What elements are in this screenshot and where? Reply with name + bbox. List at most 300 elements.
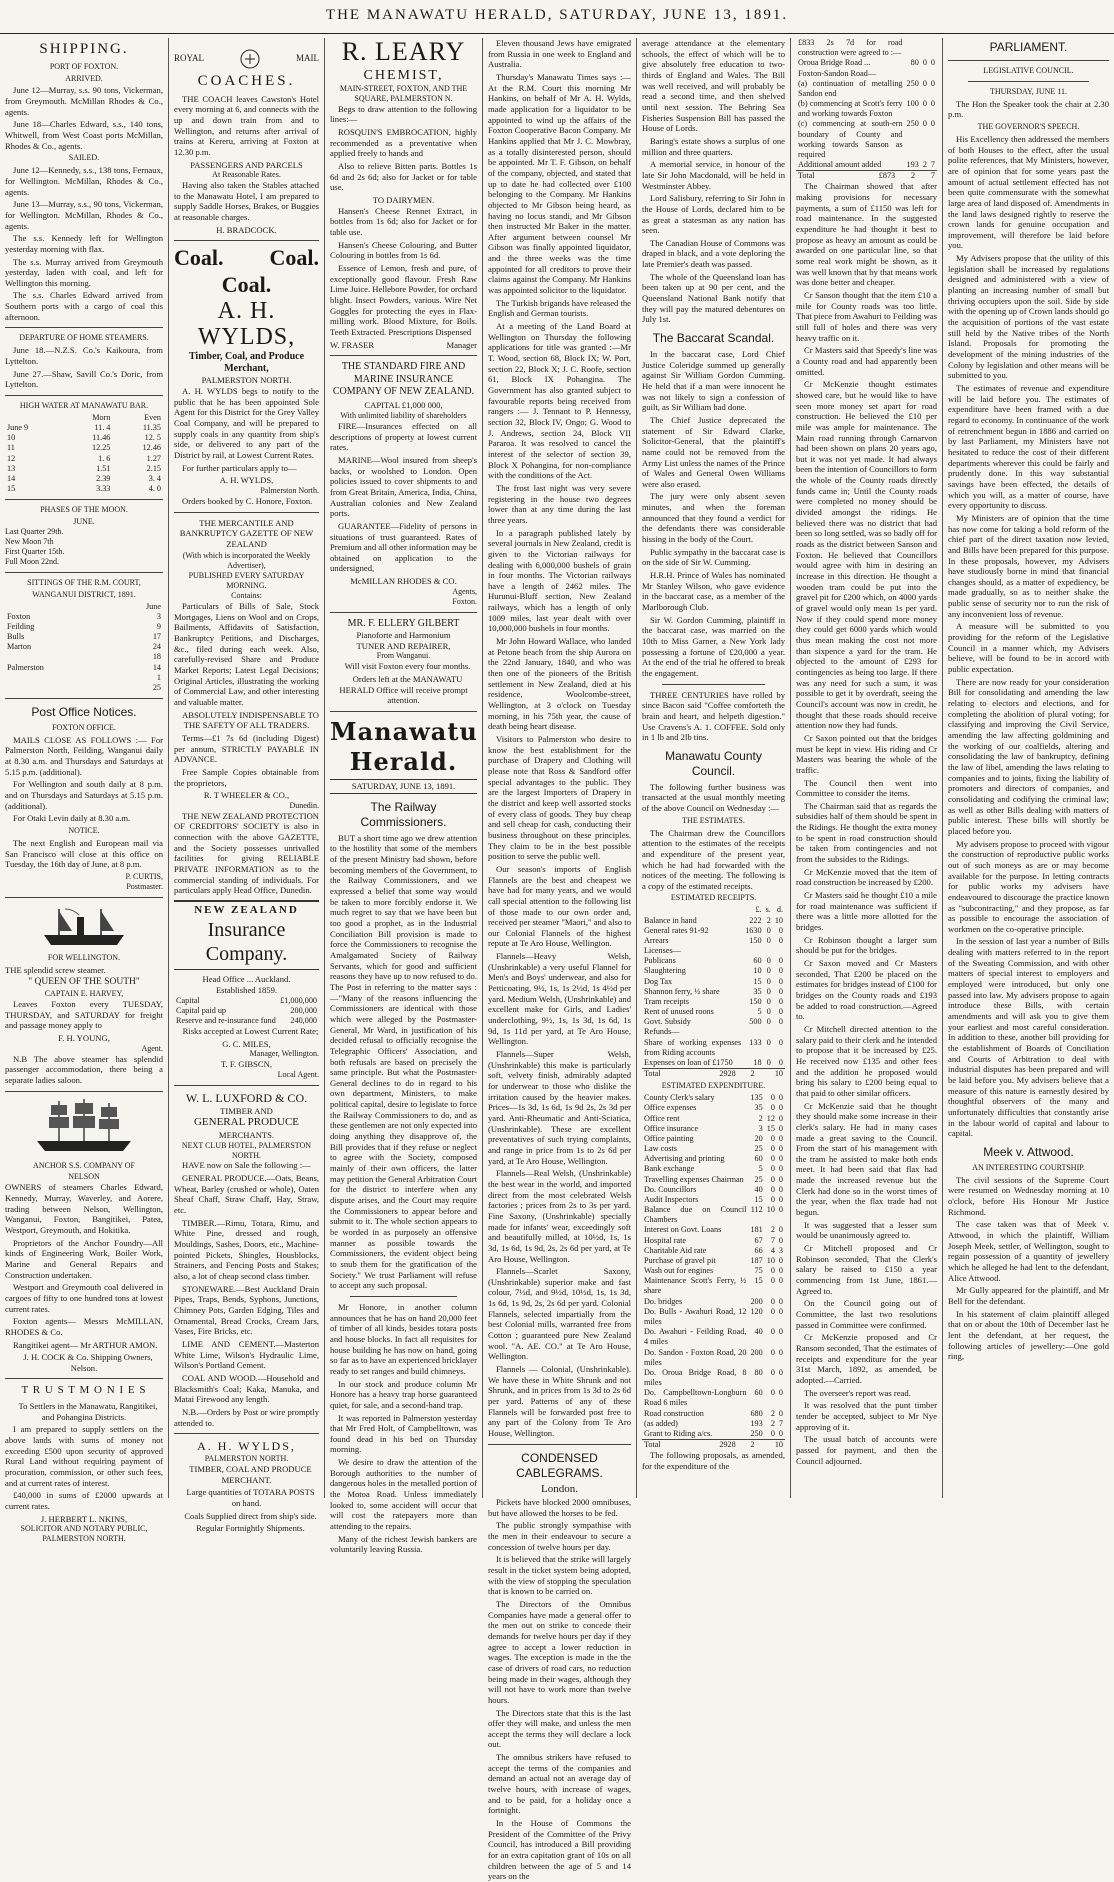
- table-cell: 0: [770, 1367, 775, 1377]
- table-row: [642, 1429, 785, 1439]
- table-header: Even: [144, 412, 161, 422]
- masthead: [0, 0, 1114, 34]
- table-cell: 0: [922, 58, 927, 68]
- article-paragraph: The case taken was that of Meek v. Attwood, in which the plaintiff, William Joseph Meek, settler, of Wellington, sought to regain possession of a quantity of jewellery which he alleged he had lent to the defendant, Alice Attwood.: [948, 1219, 1109, 1283]
- moon-heading: PHASES OF THE MOON.: [40, 505, 128, 515]
- table-cell: 0: [770, 1428, 775, 1438]
- article-paragraph: Cr Masters said that Speedy's line was a County road and had apparently been omitted.: [796, 345, 937, 377]
- table-cell: 0: [778, 1037, 783, 1047]
- table-cell: 17: [152, 632, 161, 642]
- article-paragraph: In a paragraph published lately by several journals in New Zealand, credit is given to the Victorian railways for dealing with 6,000,000 bushels of grain in four months. The Victorian railways have a length of 2462 miles. The Hurunui-Bluff section, New Zealand railways, which has a length of only 1009 miles, last year dealt with over 10,000,000 bushels in four months.: [488, 527, 631, 634]
- article-paragraph: Flannels — Colonial, (Unshrinkable). We have these in White Shrunk and not Shrunk, and in prices from 1s 3d to 2s 6d per yard. Patterns of any of these Flannels will be forwarded post free to any part of the Colony from Te Aro House, Wellington.: [488, 1364, 631, 1438]
- table-cell: 0: [778, 1113, 783, 1123]
- table-cell: Audit Inspectors: [644, 1194, 699, 1204]
- table-cell: (c) commencing at south-ern boundary of County and working towards Sanson as required: [798, 119, 903, 159]
- table-row: [5, 622, 163, 632]
- article-paragraph: Cr Robinson thought a larger sum should be put for the bridges.: [796, 934, 937, 956]
- table-cell: 75: [754, 1266, 763, 1276]
- table-cell: 0: [766, 1017, 771, 1027]
- table-cell: 222: [749, 915, 762, 925]
- table-cell: Maintenance Scott's Ferry, ½ share: [644, 1276, 747, 1296]
- capital-table: [174, 996, 319, 1027]
- table-cell: 0: [766, 1037, 771, 1047]
- table-row: [642, 1246, 785, 1256]
- article-paragraph: The public strongly sympathise with the men in their endeavour to secure a concession of twelve hours per day.: [488, 1520, 631, 1552]
- column-7: [943, 38, 1114, 1498]
- article-paragraph: In his statement of claim plaintiff alleged that on or about the 10th of December last he lent the defendant, at her request, the following articles of jewellery:—One gold ring,: [948, 1308, 1109, 1362]
- table-cell: Expenses on loan of £1750: [644, 1057, 733, 1067]
- ad-paragraph: ABSOLUTELY INDISPENSABLE TO THE SAFETY OF ALL TRADERS.: [182, 709, 319, 731]
- ad-paragraph: Having also taken the Stables attached to the Manawatu Hotel, I am prepared to supply Saddle Horses, Brakes, or Buggies at reasonable charges.: [174, 180, 319, 223]
- road-construction-total: [796, 170, 937, 181]
- article-heading: CONDENSED CABLEGRAMS.: [516, 1450, 603, 1480]
- article-paragraph: Mr Honore, in another column announces that he has on hand 20,000 feet of timber of all kinds, besides totara posts and house blocks. In fact all requisites for house building he has now on hand, going so far as to have an experienced bricklayer ready to set ranges and build chimneys.: [330, 1301, 477, 1376]
- table-cell: 0: [778, 1103, 783, 1113]
- table-cell: 1. 6: [98, 453, 111, 463]
- table-cell: 2.15: [146, 463, 161, 473]
- table-cell: 60: [753, 956, 762, 966]
- table-row: [642, 1027, 785, 1037]
- table-cell: 0: [778, 1276, 783, 1286]
- table-cell: 35: [753, 986, 762, 996]
- article-paragraph: Cr Mitchell proposed and Cr Robinson seconded, That the Clerk's salary be raised to £150 a year commencing from 1st June, 1861.—Agreed to.: [796, 1243, 937, 1296]
- coaches-heading: COACHES.: [197, 73, 296, 89]
- table-row: [5, 464, 163, 474]
- column-4: [483, 38, 636, 1882]
- article-paragraph: Flannels—Scarlet Saxony, (Unshrinkable) superior make and fast colour, 7½d, and 9½d, 10½d, 1s, 1s 3d, 1s 6d, 1s 9d, 2s, 2s 6d per yard. Colonial Flannels, selected impartially from the best Colonial mills, warranted free from Cotton ; guaranteed pure New Zealand wool. "A. AE. CO." at Te Aro House, Wellington.: [488, 1266, 631, 1362]
- ad-paragraph: To Settlers in the Manawatu, Rangitikei, and Pohangina Districts.: [18, 1401, 158, 1422]
- article-paragraph: The whole of the Queensland loan has been taken up at 90 per cent, and the Queensland National Bank notify that they will pay the matured debentures on July 1st.: [642, 271, 785, 325]
- ad-subheading: NEXT CLUB HOTEL, PALMERSTON NORTH.: [181, 1140, 312, 1160]
- table-cell: 2: [750, 1440, 755, 1450]
- table-cell: 0: [766, 925, 771, 935]
- table-row: [642, 1007, 785, 1017]
- table-cell: Licenses—: [644, 946, 681, 956]
- table-cell: 4: [770, 1245, 775, 1255]
- port-subheading: PORT OF FOXTON.: [49, 61, 119, 71]
- divider: [5, 698, 163, 699]
- table-cell: 13: [7, 463, 16, 473]
- ad-subheading: Timber, Coal, and Produce Merchant,: [188, 350, 305, 374]
- table-row: [642, 1114, 785, 1124]
- table-cell: 0: [778, 1184, 783, 1194]
- table-cell: Additional amount added: [798, 160, 882, 170]
- table-row: [642, 1124, 785, 1134]
- divider: [5, 327, 163, 328]
- table-cell: 11.35: [142, 423, 161, 433]
- table-cell: 0: [778, 1408, 783, 1418]
- shipping-note: The s.s. Charles Edward arrived from Southern ports with a cargo of coal this afternoon.: [5, 290, 163, 322]
- table-cell: 12: [7, 453, 16, 463]
- coal-banner: [174, 246, 319, 270]
- article-paragraph: A measure will be submitted to you providing for the reform of the Legislative Council in a manner which, my Advisers believe, will be found to be in accord with public expectation.: [948, 621, 1109, 675]
- rm-court-subheading: WANGANUI DISTRICT, 1891.: [32, 589, 136, 599]
- article-paragraph: Visitors to Palmerston who desire to know the best establishment for the purchase of Drapery and Clothing will please note that Ross & Sandford offer special advantages to the public. They are the largest Importers of Drapery in the district and keep well assorted stocks of every class of goods. They buy cheap and sell cheap for cash, conducting their business throughout on these principles. They claim to be in the best possible position to serve the public well.: [488, 734, 631, 862]
- table-cell: 0: [766, 996, 771, 1006]
- ad-paragraph: £40,000 in sums of £2000 upwards at current rates.: [5, 1490, 163, 1511]
- table-cell: (as added): [644, 1418, 678, 1428]
- table-cell: 250: [906, 119, 919, 129]
- table-cell: 0: [778, 956, 783, 966]
- table-cell: 11. 4: [94, 423, 111, 433]
- table-row: [642, 1144, 785, 1154]
- table-row: [5, 683, 163, 693]
- advertiser-location: Foxton.: [452, 596, 477, 606]
- captain-name: CAPTAIN E. HARVEY,: [44, 989, 124, 999]
- table-cell: 0: [778, 1255, 783, 1265]
- article-paragraph: Cr Mitchell directed attention to the salary paid to their clerk and he intended to propose that it be increased by £25. He received now £135 and other fees and the addition he proposed would bring his salary to £200 being equal to that paid to other similar officers.: [796, 1023, 937, 1098]
- article-paragraph: Flannels—Heavy Welsh, (Unshrinkable) a very useful Flannel for Men's and Boys' underwear, and also for Petticoating, 9½, 1s, 1s 2½d, 1s 4½d per yard. Medium Welsh, (Unshrinkable) and excellent make for Girls, and Ladies' underclothing, 9½, 1s, 1s 3d, 1s 6d, 1s 9d, 1s 11d per yard, at Te Aro House, Wellington.: [488, 951, 631, 1047]
- table-cell: 0: [770, 1276, 775, 1286]
- table-cell: 25: [754, 1144, 763, 1154]
- table-cell: 0: [922, 78, 927, 88]
- table-title: ESTIMATED EXPENDITURE.: [661, 1081, 766, 1091]
- table-cell: 14: [152, 662, 161, 672]
- table-cell: 0: [766, 956, 771, 966]
- article-paragraph: We desire to draw the attention of the Borough authorities to the number of dangerous holes in the metalled portion of the Motoa Road. Unless immediately looked to, some accident will occur that will cost the ratepayers more than attending to the repairs.: [330, 1457, 477, 1532]
- table-header: Morn: [92, 412, 111, 422]
- column-2: [169, 38, 324, 1534]
- article-subheading: AN INTERESTING COURTSHIP.: [972, 1162, 1085, 1172]
- table-cell: 0: [766, 966, 771, 976]
- article-subheading: THE ESTIMATES.: [682, 815, 745, 825]
- moon-phase: First Quarter 15th.: [5, 546, 65, 556]
- divider: [330, 612, 477, 613]
- ad-paragraph: A. H. WYLDS begs to notify to the public that he has been appointed Sole Agent for this District for the Grey Valley Coal Company, and will be prepared to supply coals in any quantity from ship's side, or delivered to any part of the District by rail, at Lowest Current Rates.: [174, 386, 319, 460]
- departure-entry: June 27.—Shaw, Savill Co.'s Doric, from Lyttelton.: [5, 368, 163, 390]
- table-cell: Feilding: [7, 621, 35, 631]
- ad-paragraph: Foxton agents— Messrs McMILLAN, RHODES & Co.: [5, 1316, 163, 1337]
- article-paragraph: His Excellency then addressed the members of both Houses to the effect, after the usual polite references, that My Ministers, however, are of opinion that for some years past the amount of actual settlement effected has not been quite commensurate with the somewhat large area of land disposed of. Amendments in the land laws designed rightly to reserve the crown lands for genuine occupation and improvement, will therefore be laid before you.: [948, 133, 1109, 251]
- rm-court-heading: SITTINGS OF THE R.M. COURT,: [27, 577, 141, 587]
- newspaper-flag: Manawatu Herald.: [330, 716, 478, 776]
- article-paragraph: Baring's estate shows a surplus of one million and three quarters.: [642, 135, 785, 157]
- masthead-title: THE MANAWATU HERALD, SATURDAY, JUNE 13, 1891.: [325, 7, 789, 23]
- article-heading: Manawatu County Council.: [665, 748, 762, 778]
- high-water-heading: HIGH WATER AT MANAWATU BAR.: [19, 400, 149, 410]
- article-paragraph: Cr McKenzie said that he thought they should make some increase in their clerk's salary. He had in many cases made a great saving to the Council. From the start of his management with the tram he assisted to make both ends meet. It had been said that flax had made the increased revenue but the Clerk had done so in the worst times of the year, when the flax trade had not begun.: [796, 1100, 937, 1218]
- table-cell: [5, 673, 113, 683]
- article-paragraph: For Wellington and south daily at 8 p.m. and on Thursdays and Saturdays at 5.15 p.m. (additional).: [5, 779, 163, 811]
- table-cell: 2928: [719, 1069, 736, 1079]
- table-cell: 0: [778, 1007, 783, 1017]
- ad-subheading: GENERAL PRODUCE: [193, 1116, 299, 1129]
- table-cell: 0: [778, 996, 783, 1006]
- table-cell: 67: [754, 1235, 763, 1245]
- table-cell: 200: [750, 1347, 763, 1357]
- table-cell: 24: [152, 642, 161, 652]
- column-6: [791, 38, 942, 1498]
- table-cell: 0: [766, 1007, 771, 1017]
- issue-date: SATURDAY, JUNE 13, 1891.: [330, 779, 477, 794]
- article-paragraph: Pickets have blocked 2000 omnibuses, but have allowed the horses to be fed.: [488, 1497, 631, 1518]
- ship-name: " QUEEN OF THE SOUTH": [28, 977, 140, 988]
- table-cell: Do. Oroua Bridge Road, 8 miles: [644, 1367, 747, 1388]
- table-row: [796, 58, 937, 68]
- table-cell: [773, 946, 785, 956]
- table-cell: 0: [778, 986, 783, 996]
- table-row: [796, 160, 937, 170]
- ad-subheading: PASSENGERS AND PARCELS: [190, 159, 303, 170]
- table-cell: 0: [766, 1057, 771, 1067]
- table-row: [796, 171, 937, 182]
- ad-paragraph: Large quantities of TOTARA POSTS on hand.: [186, 1487, 315, 1508]
- column-1: [0, 38, 168, 1544]
- table-cell: 0: [770, 1347, 775, 1357]
- table-cell: 0: [778, 1428, 783, 1438]
- table-cell: 14: [7, 473, 16, 483]
- table-cell: Total: [798, 171, 815, 181]
- article-subheading: London.: [541, 1483, 578, 1496]
- table-cell: 1: [156, 672, 161, 682]
- article-paragraph: Sir W. Gordon Cumming, plaintiff in the baccarat case, was married on the 10th to Miss Garner, a New York lady possessing a fortune of £20,000 a year. At the end of the trial he offered to break the engagement.: [642, 614, 785, 678]
- article-paragraph: The Chairman showed that after making provisions for necessary payments, a sum of £1150 was left for road maintenance. In the suggested expenditure he had thought it best to propose as heavy an amount as could be awarded on one particular line, so that some real work might be shown, as it was well known that by that means work was done better and cheaper.: [796, 181, 937, 288]
- table-row: [642, 1388, 785, 1408]
- table-cell: 187: [750, 1255, 763, 1265]
- table-cell: 0: [778, 1367, 783, 1377]
- ad-subheading: From Wanganui.: [376, 651, 431, 661]
- table-cell: 15: [754, 1194, 763, 1204]
- table-cell: Wash out for engines: [644, 1266, 714, 1276]
- table-row: [5, 652, 163, 662]
- moon-phase: Last Quarter 29th.: [5, 527, 64, 537]
- table-cell: 200,000: [290, 1005, 317, 1015]
- table-cell: 0: [770, 1194, 775, 1204]
- article-paragraph: The following further business was transacted at the usual monthly meeting of the above Council on Wednesday :—: [642, 781, 785, 813]
- table-cell: Reserve and re-insurance fund: [176, 1015, 276, 1025]
- article-heading: PARLIAMENT.: [989, 40, 1068, 54]
- arrived-label: ARRIVED.: [65, 73, 103, 83]
- ad-paragraph: COAL AND WOOD.—Household and Blacksmith's Coal; Kaka, Manuka, and Matai Firewood any length.: [174, 1372, 319, 1405]
- table-cell: 12. 5: [144, 433, 161, 443]
- table-cell: 2928: [719, 1440, 736, 1450]
- table-row: [642, 1038, 785, 1058]
- steamer-icon: [39, 903, 129, 949]
- ad-paragraph: Particulars of Bills of Sale, Stock Mortgages, Liens on Wool and on Crops, Bailments, Affidavits of Satisfaction, Bankruptcy Petitions, and Discharges, &c., filed during each week. Also, carefully-revised Share and Produce Market Reports; Latest Legal Decisions; Original Articles, illustrating the working of Commercial Law, and other interesting and valuable matter.: [174, 601, 319, 707]
- receipts-total: [642, 1068, 785, 1079]
- table-cell: 0: [770, 1184, 775, 1194]
- table-cell: Do. bridges: [644, 1296, 683, 1306]
- table-row: [642, 1195, 785, 1205]
- table-cell: 2: [750, 1069, 755, 1079]
- table-row: [796, 99, 937, 119]
- table-cell: 15: [766, 1123, 775, 1133]
- advertiser-location: Palmerston North.: [260, 485, 319, 495]
- ad-paragraph: N.B The above steamer has splendid passenger accommodation, there being a separate ladies saloon.: [5, 1053, 163, 1085]
- ad-heading: THE MERCANTILE AND BANKRUPTCY GAZETTE OF NEW ZEALAND: [179, 517, 314, 549]
- ad-heading: ANCHOR S.S. COMPANY OF: [33, 1160, 135, 1170]
- table-cell: 0: [770, 1103, 775, 1113]
- advertiser-name: McMILLAN RHODES & CO.: [350, 576, 457, 587]
- table-cell: 10: [774, 915, 783, 925]
- table-cell: £1,000,000: [280, 995, 317, 1005]
- table-cell: Dog Tax: [644, 976, 673, 986]
- agent-name: F. H. YOUNG,: [58, 1032, 110, 1043]
- table-cell: Charitable Aid rate: [644, 1245, 707, 1255]
- coal-word: Coal.: [221, 271, 272, 297]
- table-cell: 7: [770, 1235, 775, 1245]
- table-header: June: [145, 601, 161, 611]
- article-paragraph: Lord Salisbury, referring to Sir John in the House of Lords, declared him to be as great a statesman as any nation has seen.: [642, 193, 785, 236]
- article-paragraph: Cr McKenzie proposed and Cr Ransom seconded, That the estimates of receipts and expenditure for the year 31st March, 1892, as amended, be adopted.—Carried.: [796, 1332, 937, 1385]
- article-paragraph: The overseer's report was read.: [804, 1387, 911, 1398]
- ad-paragraph: Coals Supplied direct from ship's side.: [184, 1510, 317, 1521]
- table-row: [642, 1307, 785, 1327]
- column-3: [325, 37, 482, 1555]
- divider: [488, 1444, 631, 1445]
- table-cell: 10: [774, 1069, 783, 1079]
- table-cell: 0: [778, 1296, 783, 1306]
- ad-subheading: PALMERSTON NORTH.: [201, 375, 292, 386]
- article-paragraph: There are now ready for your consideration Bill for consolidating and amending the law relating to electors and elections, and for completing the abolition of plural voting; for classifying and improving the Civil Service, amending the law affecting goldmining and the working of our coalfields, altering and consolidating the law of bankruptcy, defining the law of libel, amending the laws relating to companies and to joints, fixing the liability of promoters and directors of companies, and consolidating and codifying the criminal law; as well as other Bills dealing with matters of public interest. These bills will shortly be placed before you.: [948, 676, 1109, 836]
- ad-paragraph: Regular Fortnightly Shipments.: [196, 1523, 305, 1534]
- table-cell: 25: [754, 1174, 763, 1184]
- article-paragraph: MAILS CLOSE AS FOLLOWS :— For Palmerston North, Feilding, Wanganui daily at 8.30 a.m. and Thursdays and Saturdays at 5.15 p.m. (additional).: [5, 734, 163, 777]
- table-cell: 7: [930, 160, 935, 170]
- ad-paragraph: THE NEW ZEALAND PROTECTION OF CREDITORS' SOCIETY is also in connection with the above GAZETTE, and the Society possesses unrivalled facilities for giving RELIABLE PRIVATE INFORMATION as to the commercial standing of individuals. For particulars apply Head Office, Dunedin.: [174, 810, 319, 896]
- table-row: [642, 1368, 785, 1388]
- divider: [948, 60, 1109, 61]
- table-row: [5, 632, 163, 642]
- divider: [5, 1378, 163, 1379]
- table-row: [642, 1205, 785, 1225]
- table-cell: £833 2s 7d for road construction were agreed to :—: [798, 38, 903, 58]
- table-row: [642, 926, 785, 936]
- article-paragraph: The Chief Justice deprecated the statement of Sir Edward Clarke, Solicitor-General, that the plaintiff's name could not be removed from the Army List unless the names of the Prince of Wales and General Owen Williams were also erased.: [642, 414, 785, 489]
- table-cell: 240,000: [290, 1015, 317, 1025]
- table-cell: Advertising and printing: [644, 1154, 725, 1164]
- advertiser-location: Dunedin.: [289, 800, 319, 810]
- table-cell: (b) commencing at Scott's ferry and working towards Foxton: [798, 99, 903, 119]
- table-cell: 193: [906, 160, 919, 170]
- table-cell: [921, 38, 929, 58]
- ad-heading: THE STANDARD FIRE AND MARINE INSURANCE COMPANY OF NEW ZEALAND.: [332, 361, 475, 397]
- divider: [330, 355, 477, 356]
- table-cell: 200: [750, 1296, 763, 1306]
- article-paragraph: The next English and European mail via San Francisco will close at this office on Tuesday, the 16th day of June, at 8 p.m.: [5, 837, 163, 870]
- ad-subheading: At Reasonable Rates.: [212, 170, 281, 180]
- table-cell: Capital paid up: [176, 1005, 227, 1015]
- table-row: [642, 936, 785, 946]
- ad-paragraph: FIRE—Insurances effected on all descriptions of property at lowest current rates.: [330, 420, 477, 453]
- table-cell: Do. Campbelltown-Longburn Road 6 miles: [644, 1388, 747, 1408]
- table-cell: 0: [778, 1388, 783, 1398]
- table-cell: 0: [770, 1174, 775, 1184]
- expenditure-table: [642, 1093, 785, 1439]
- table-cell: 0: [770, 1296, 775, 1306]
- article-paragraph: The Chairman said that as regards the subsidies half of them should be spent in the Ridings. He thought the extra money to be spent in road construction should be taken from contingencies and not from the subsides to the Ridings.: [796, 800, 937, 865]
- advertiser-name: R. T WHEELER & CO.,: [203, 790, 290, 801]
- article-heading: Meek v. Attwood.: [983, 1144, 1074, 1159]
- article-paragraph: Cr McKenzie thought estimates showed care, but he would like to have seen more money set apart for road construction. He believed the £10 per mile was ample for maintenance. The Main road running through Carnarvon had been shown on plans 20 years ago, but it was not yet made. It had always been the intention of Councillors to form the whole of the County roads directly funds came in; Until the County roads were completed no money should be divided amongst the ridings. He believed there was no district that had been so long settled, was so badly off for roads as the district between Sanson and Foxton. He believed that Councillors would agree with him in desiring an increase in this direction. He thought a wooden tram could be put into the gravel pit for £200 which, on 4000 yards of gravel would only mean 1s per yard. Now if they could spend more money they could get 6000 yards which would thus mean making the cost not more than sixpence a yard for the tram. He objected to the amount of £293 for contingencies as being too large. If there was any need for such a sum, it was possible to get it by overdraft, seeing the Council's account was now in credit, he thought that these roads should receive attention now they had funds.: [796, 379, 937, 731]
- divider: [968, 81, 1089, 82]
- article-paragraph: In the baccarat case, Lord Chief Justice Coleridge summed up generally against Sir William Gordon Cumming. He held that if a man were innocent he was not likely to sign a confession of guilt, as Sir William had done.: [642, 348, 785, 413]
- table-row: [5, 642, 163, 652]
- ad-paragraph: TIMBER.—Rimu, Totara, Rimu, and White Pine, dressed and rough, Mouldings, Sashes, Doors, etc., Machine-pointed Pickets, Shingles, Housblocks, Strainers, and Fencing Posts and Stakes; also, a lot of cheap second class timber.: [174, 1217, 319, 1281]
- article-paragraph: My Ministers are of opinion that the time has now come for taking a bold reform of the chief part of the direct taxation now levied, and Bills have been prepared for this purpose. In these proposals, however, my Advisers have studiously borne in mind that financial changes should, as a matter of expediency, be made gradually, so as to neither shake the public sense of security nor to run the risk of any inconvenient loss of revenue.: [948, 512, 1109, 619]
- article-paragraph: The estimates of revenue and expenditure will be laid before you. The estimates of expenditure have been framed with a due regard to economy. In continuance of the work of retrenchment begun in 1886 and carried on by last Parliament, my Ministers have not hesitated to reduce the cost of their different departments wherever this could be fairly and prudently done. In this way substantial savings have been effected, the details of which you will, as a matter of course, have every opportunity to discuss.: [948, 383, 1109, 511]
- article-paragraph: The Council then went into Committee to consider the items.: [796, 777, 937, 799]
- table-cell: 15: [754, 1276, 763, 1286]
- ad-subheading: Contains:: [231, 591, 262, 601]
- advertiser-name: W. FRASER: [330, 339, 375, 350]
- table-row: [642, 1017, 785, 1027]
- advertiser-name: G. C. MILES,: [222, 1038, 271, 1049]
- table-row: [5, 673, 163, 683]
- article-paragraph: Cr McKenzie moved that the item of road construction be increased by £200.: [796, 866, 937, 888]
- article-paragraph: The Turkish brigands have released the English and German tourists.: [488, 297, 631, 319]
- table-row: [642, 1348, 785, 1368]
- table-cell: 4. 0: [148, 484, 161, 494]
- ad-paragraph: TIMBER, COAL AND PRODUCE MERCHANT.: [189, 1463, 312, 1485]
- table-cell: 0: [766, 986, 771, 996]
- table-cell: Tram receipts: [644, 996, 689, 1006]
- ad-paragraph: Risks accepted at Lowest Current Rate;: [182, 1026, 319, 1037]
- table-cell: 5: [757, 1007, 762, 1017]
- table-row: [5, 443, 163, 453]
- table-row: [642, 1134, 785, 1144]
- table-cell: 0: [770, 1306, 775, 1316]
- table-row: [5, 423, 163, 433]
- table-cell: 0: [930, 99, 935, 109]
- moon-phase: Full Moon 22nd.: [5, 556, 60, 566]
- table-cell: 0: [770, 1144, 775, 1154]
- table-cell: 2.39: [96, 473, 111, 483]
- article-paragraph: Cr Sanson thought that the item £10 a mile for County roads was too little. That piece from Awahuri to Feilding was still full of holes and there was very heavy traffic on it.: [796, 289, 937, 343]
- table-cell: 2: [770, 1418, 775, 1428]
- ad-paragraph: GUARANTEE—Fidelity of persons in situations of trust guaranteed. Rates of Premium and all other information may be obtained on application to the undersigned,: [330, 520, 477, 574]
- table-cell: 100: [906, 99, 919, 109]
- advertiser-title: Manager: [446, 339, 477, 350]
- table-row: [796, 79, 937, 99]
- article-paragraph: The usual batch of accounts were passed for payment, and then the Council adjourned.: [796, 1434, 937, 1466]
- table-cell: 0: [770, 1154, 775, 1164]
- article-paragraph: BUT a short time ago we drew attention to the hostility that some of the members of the present Ministry had shown, before becoming members of the Government, to the Railway Commissioners, and we expressed a belief that some way would be taken to more forcibly endorse it. We much regret to say that we have been but too good a prophet, as in the Industrial Conciliation Bill provision is made to force the Commissioners to recognise the Amalgamated Society of Railway Servants, which for good and sufficient reasons they have up to now refused to do. The Post in referring to the matter says :—"Many of the reasons influencing the Commissioners are identical with those which were alleged by the Postmaster-General, Mr Ward, in justification of his decided refusal to officially recognise the Telegraphic Officers' Association, and both refusals are based on precisely the same principle. But what the Postmaster-General declines to do in regard to his own department, Ministers, to make political capital, desire to legislate to force the Railway Commissioners to do, and as these gentlemen are not only expected into doing anything they disapprove of, the Bill provides that if they refuse or neglect to agree with the Society, composed mainly of their own officers, the latter may petition the General Arbitration Court for the district to interfere when any dispute arises, and the Court may require the Commissioners to appear before and submit to it. The whole section appears to be worded in as purposely an offensive manner as possible towards the Commissioners, the evident object being to snub them for the gratification of the Society." We trust Parliament will refuse to accept any such proposal.: [330, 832, 477, 1291]
- sailed-label: SAILED.: [68, 153, 100, 163]
- table-cell: 10: [766, 1255, 775, 1265]
- article-paragraph: My Advisers propose that the utility of this legislation shall be increased by regulations designed and administered with a view of planting an increasing number of small but thriving occupiers upon the soil. Side by side with the opening up of Crown lands should go the acquisition of portions of the vast estate still held by the Native tribes of the North Island. Proposals for promoting the development of the mining industries of the Colony by legislation and other means will be submitted to you.: [948, 253, 1109, 381]
- article-paragraph: The Canadian House of Commons was draped in black, and a vote deploring the late Premier's death was passed.: [642, 237, 785, 270]
- table-cell: 0: [778, 1174, 783, 1184]
- table-cell: [5, 652, 113, 662]
- table-cell: 80: [910, 58, 919, 68]
- divider: [350, 1296, 457, 1297]
- table-cell: 3: [758, 1123, 763, 1133]
- article-paragraph: The omnibus strikers have refused to accept the terms of the companies and demand an actual not an average day of twelve hours, with increase of wages, and to be paid, for a holiday once a fortnight.: [488, 1752, 631, 1816]
- table-row: [642, 1297, 785, 1307]
- table-cell: 12: [766, 1113, 775, 1123]
- table-cell: 0: [778, 1144, 783, 1154]
- table-cell: 0: [778, 1225, 783, 1235]
- table-cell: 12.25: [91, 443, 111, 453]
- table-cell: 2: [766, 915, 771, 925]
- divider: [5, 572, 163, 573]
- shipping-heading: SHIPPING.: [39, 41, 129, 57]
- ad-paragraph: Hansen's Cheese Colouring, and Butter Colouring in bottles from 1s 6d.: [330, 239, 477, 261]
- article-paragraph: The Hon the Speaker took the chair at 2.30 p.m.: [948, 98, 1109, 120]
- ad-paragraph: Will visit Foxton every four months.: [344, 661, 471, 672]
- table-row: [642, 946, 785, 956]
- ad-paragraph: MARINE—Wool insured from sheep's backs, or woolshed to London. Open policies issued to cover shipments to and from Great Britain, America, India, China, Australian colonies and New Zealand ports.: [330, 454, 477, 519]
- ad-paragraph: Essence of Lemon, fresh and pure, of exceptionally good flavour. Fresh Raw Lime Juice. Hellebore Powder, for orchard blight. Insect Powders, various. Wire Net Goggles for protecting the eyes in Flax-milling work. Blood Mixture, for Boils. Teeth Extracted. Prescriptions Dispensed: [330, 262, 477, 337]
- ad-paragraph: Rangitikei agent— Mr ARTHUR AMON.: [13, 1339, 158, 1350]
- table-cell: 133: [749, 1037, 762, 1047]
- table-row: [5, 484, 163, 494]
- table-cell: [764, 946, 773, 956]
- table-row: [5, 663, 163, 673]
- table-cell: 10: [7, 433, 16, 443]
- table-row: [796, 69, 937, 79]
